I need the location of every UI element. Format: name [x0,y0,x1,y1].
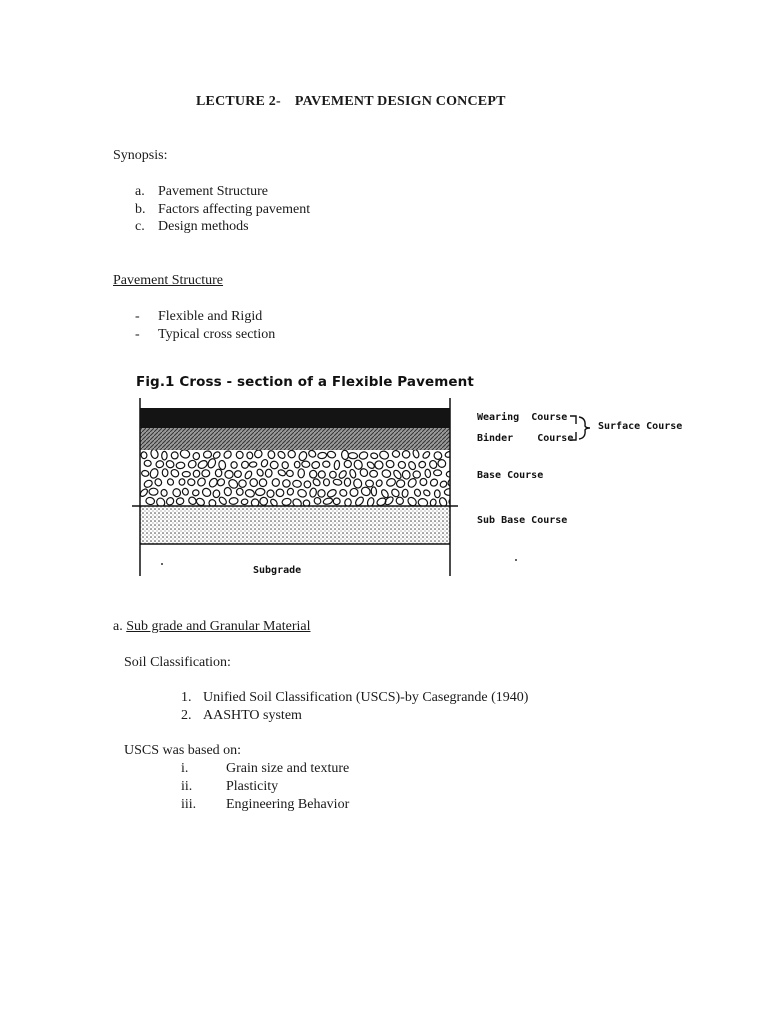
list-marker: 1. [181,690,192,705]
list-text: Pavement Structure [158,184,269,199]
pavement-layers-diagram [118,360,692,596]
label-binder-course [477,433,573,444]
title-lecture: LECTURE 2- [196,94,281,109]
surface-course-brace [579,417,590,439]
label-binder-course-word: Course [537,433,574,444]
uscs-list-item [181,779,278,795]
cross-section-figure [118,360,692,596]
section-a-prefix: a. [113,619,123,634]
sub-base-course-layer [140,506,450,544]
title-topic: PAVEMENT DESIGN CONCEPT [294,94,506,109]
list-text: Design methods [158,219,249,234]
label-surface-course: Surface Course [598,421,683,432]
uscs-list-item [181,797,349,813]
page-title [196,94,506,110]
soil-classification-label: Soil Classification: [124,655,231,670]
list-marker: ii. [181,779,193,794]
bullet-item [135,327,275,343]
aggregate-stone [449,460,460,469]
list-text: Flexible and Rigid [158,309,263,324]
section-a-title: Sub grade and Granular Material [126,619,311,634]
list-text: Grain size and texture [226,761,350,776]
uscs-label: USCS was based on: [124,743,242,758]
section-a-heading [113,619,310,635]
list-text: AASHTO system [203,708,302,723]
list-text: Engineering Behavior [226,797,350,812]
soil-list-item [181,708,302,724]
label-wearing-word: Wearing [477,412,520,423]
synopsis-item [135,219,249,235]
wearing-course-layer [140,408,450,428]
synopsis-item [135,184,268,200]
binder-course-layer [140,428,450,450]
list-text: Typical cross section [158,327,276,342]
list-marker: c. [135,219,145,234]
label-sub-base-course: Sub Base Course [477,515,568,526]
soil-list-item [181,690,528,706]
label-wearing-course-word: Course [531,412,568,423]
list-text: Factors affecting pavement [158,202,311,217]
figure-title: Fig.1 Cross - section of a Flexible Pavement [136,374,474,390]
list-marker: a. [135,184,145,199]
bullet-item [135,309,262,325]
list-marker: - [135,309,140,324]
uscs-list-item [181,761,349,777]
list-text: Unified Soil Classification (USCS)-by Casegrande (1940) [203,690,529,705]
list-marker: 2. [181,708,192,723]
list-marker: i. [181,761,189,776]
label-base-course: Base Course [477,470,544,481]
section-heading-pavement-structure: Pavement Structure [113,273,224,288]
list-marker: - [135,327,140,342]
wearing-bracket [570,416,576,424]
list-marker: iii. [181,797,197,812]
list-text: Plasticity [226,779,279,794]
label-binder-word: Binder [477,433,514,444]
list-marker: b. [135,202,146,217]
label-wearing-course [477,412,567,423]
synopsis-label: Synopsis: [113,148,168,163]
synopsis-item [135,202,310,218]
label-subgrade: Subgrade [253,565,302,576]
